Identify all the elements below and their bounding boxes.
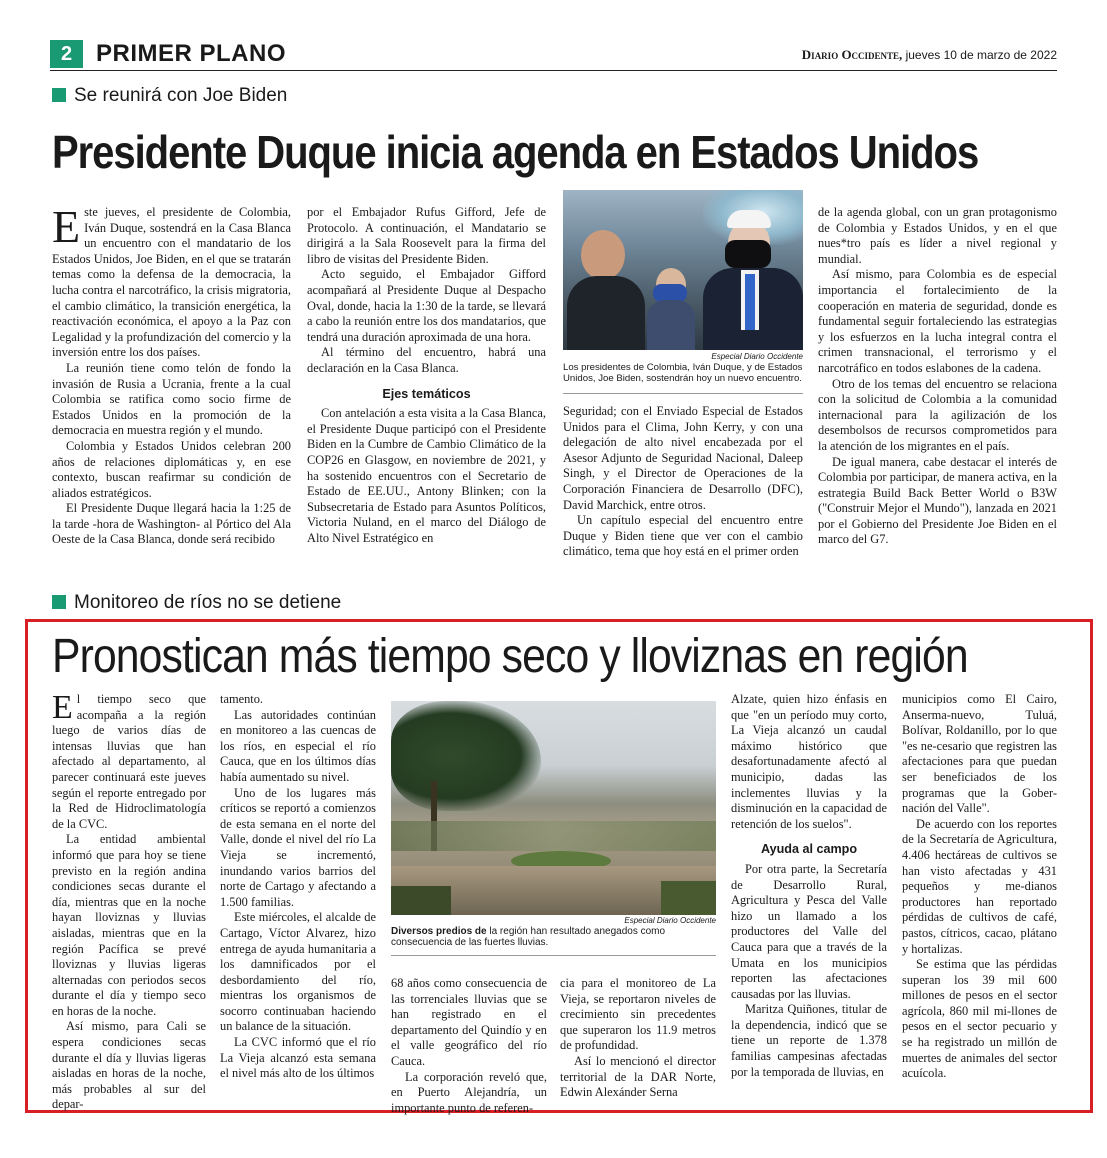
article1-column-4: de la agenda global, con un gran protagonismo de Colombia y Estados Unidos, y en el que nues*tro país es líder a nivel regional y mundial. Así mismo, para Colombia es de especial importancia el fortalecimiento de la cooperación en materia de seguridad, donde es fundamental seguir fortaleciendo las estrategias y los esfuerzos en la lucha integral contra el crimen transnacional, el terrorismo y el narcotráfico en todos eslabones de la cadena. Otro de los temas del encuentro se relaciona con la solicitud de Colombia a la comunidad internacional para la agilización de los desembolsos de recursos comprometidos para la atención de los migrantes en el país. De igual manera, cabe destacar el interés de Colombia por participar, de manera activa, en la estrategia Build Back Better World o B3W ("Construir Mejor el Mundo"), lanzada en 2021 por el Gobierno del Presidente Joe Biden en el marco del G7. (818, 205, 1057, 547)
page-number: 2 (60, 43, 73, 65)
article1-column-3: Seguridad; con el Enviado Especial de Estados Unidos para el Clima, John Kerry, y con una delegación de alto nivel encabezada por el Asesor Adjunto de Seguridad Nacional, Daleep Singh, y el Director de Operaciones de la Corporación Financiera de Desarrollo (DFC), David Marchick, entre otros. Un capítulo especial del encuentro entre Duque y Biden tiene que ver con el cambio climático, tema que hoy está en el primer orden (563, 404, 803, 559)
subhead-ayuda: Ayuda al campo (760, 842, 858, 857)
photo-flooded-field (391, 701, 716, 915)
newspaper-name: Diario Occidente, (801, 47, 903, 62)
dropcap: E (52, 201, 81, 252)
photo2-credit: Especial Diario Occidente (624, 916, 716, 925)
masthead (802, 46, 1057, 64)
article1-column-2: por el Embajador Rufus Gifford, Jefe de Protocolo. A continuación, el Mandatario se dirigirá a la Sala Roosevelt para la firma del libro de visitas del Presidente Biden. Acto seguido, el Embajador Gifford acompañará al Presidente Duque al Despacho Oval, donde, hacia la 1:30 de la tarde, se llevará a cabo la reunión entre los dos mandatarios, que tendrá una duración aproximada de una hora. Al término del encuentro, habrá una declaración en la Casa Blanca. Ejes temáticos Con antelación a esta visita a la Casa Blanca, el Presidente Duque participó con el Presidente Biden en la Cumbre de Cambio Climático de la COP26 en Glasgow, en noviembre de 2021, y ha sostenido encuentros con el Secretario de Estado de EE.UU., Antony Blinken; con la Subsecretaria de Estado para Asuntos Políticos, Victoria Nuland, en el marco del Diálogo de Alto Nivel Estratégico en (307, 205, 546, 545)
kicker-square-icon (52, 88, 66, 102)
photo1-credit: Especial Diario Occidente (711, 352, 803, 361)
kicker-article2 (52, 592, 341, 614)
article2-column-5: municipios como El Cairo, Anserma-nuevo, Tuluá, Bolívar, Roldanillo, por lo que "es ne-cesario que registren las afectaciones para que puedan ser beneficiados de los programas que la Gober-nación del Valle". De acuerdo con los reportes de la Secretaría de Agricultura, 4.406 hectáreas de cultivos se han visto afectadas y 431 pequeños y me-dianos productores han reportado pérdidas de cultivos de café, pastos, cítricos, cacao, plátano y hortalizas. Se estima que las pérdidas superan los 39 mil 600 millones de pesos en el sector agrícola, 860 mil mi-llones de pesos en el sector pecuario y se ha registrado un millón de muertes de animales del sector acuícola. (902, 692, 1057, 1081)
kicker-square-icon (52, 595, 66, 609)
article2-column-3b: cia para el monitoreo de La Vieja, se reportaron niveles de crecimiento sin precedentes que superaron los 11.9 metros de profundidad. Así lo mencionó el director territorial de la DAR Norte, Edwin Alexánder Serna (560, 976, 716, 1100)
article2-column-4: Alzate, quien hizo énfasis en que "en un período muy corto, La Vieja alcanzó un caudal máximo histórico que desafortunadamente afectó al municipio, dadas las inclementes lluvias y la disminución en la capacidad de retención de los suelos". Ayuda al campo Por otra parte, la Secretaría de Desarrollo Rural, Agricultura y Pesca del Valle hizo un llamado a los productores del Valle del Cauca para que a través de la Umata en los municipios reporten las afectaciones causadas por las lluvias. Maritza Quiñones, titular de la dependencia, indicó que se tiene un reporte de 1.378 familias campesinas afectadas por la temporada de lluvias, en (731, 692, 887, 1079)
article2-column-3a: 68 años como consecuencia de las torrenciales lluvias que se han registrado en el departamento del Quindío y en el valle geográfico del río Cauca. La corporación reveló que, en Puerto Alejandría, un importante punto de referen- (391, 976, 547, 1115)
page-number-badge (50, 40, 83, 68)
article2-column-2: tamento. Las autoridades continúan en monitoreo a las cuencas de los ríos, en especial el río Cauca, que en los últimos días había aumentado su nivel. Uno de los lugares más críticos se reportó a comienzos de esta semana en el norte del Valle, donde el nivel del río La Vieja se incrementó, inundando varios barrios del norte de Cartago y afectando a 1.500 familias. Este miércoles, el alcalde de Cartago, Víctor Alvarez, hizo entrega de ayuda humanitaria a los damnificados por el desbordamiento del río, mientras los organismos de socorro continuaban haciendo un balance de la situación. La CVC informó que el río La Vieja alcanzó esta semana el nivel más alto de los últimos (220, 692, 376, 1081)
article1-column-1: Este jueves, el presidente de Colombia, Iván Duque, sostendrá en la Casa Blanca un encuentro con el mandatario de los Estados Unidos, Joe Biden, en el que se tratarán temas como la defensa de la democracia, la lucha contra el narcotráfico, la crisis migratoria, el cambio climático, la transición energética, la reactivación económica, el apoyo a la Paz con Legalidad y la profundización del comercio y la inversión entre los dos países. La reunión tiene como telón de fondo la invasión de Rusia a Ucrania, frente a la cual Colombia se ratifica como socio firme de Estados Unidos en la promoción de la democracia en muestra región y el mundo. Colombia y Estados Unidos celebran 200 años de relaciones diplomáticas y, en ese contexto, buscan reafirmar su condición de aliados estratégicos. El Presidente Duque llegará hacia la 1:25 de la tarde -hora de Washington- al Pórtico del Ala Oeste de la Casa Blanca, donde será recibido (52, 201, 291, 547)
headline-article1: Presidente Duque inicia agenda en Estados Unidos (52, 126, 979, 178)
kicker-text: Monitoreo de ríos no se detiene (74, 592, 342, 613)
header-rule (50, 70, 1057, 71)
photo2-caption: Diversos predios de la región han resultado anegados como consecuencia de las fuertes lluvias. (391, 926, 666, 949)
section-title: PRIMER PLANO (96, 40, 287, 67)
subhead-ejes: Ejes temáticos (382, 386, 471, 401)
photo-duque-biden (563, 190, 803, 350)
kicker-article1 (52, 85, 287, 107)
caption-rule (563, 393, 803, 394)
article2-column-1: El tiempo seco que acompaña a la región luego de varios días de intensas lluvias que han afectado al departamento, al parecer continuará este jueves según el reporte entregado por la Red de Hidroclimatología de la CVC. La entidad ambiental informó que para hoy se tiene previsto en la región andina condiciones secas durante el día, mientras que en la noche hayan lloviznas y lluvias aisladas, mientras que en la región Pacífica se prevé lloviznas y lluvias ligeras alternadas con periodos secos durante el día y tiempo seco en horas de la noche. Así mismo, para Cali se espera condiciones secas durante el día y lluvias ligeras aisladas en horas de la noche, más probables al sur del depar- (52, 689, 206, 1112)
kicker-text: Se reunirá con Joe Biden (74, 85, 288, 106)
caption-rule (391, 955, 716, 956)
dropcap: E (52, 689, 73, 726)
photo1-caption: Los presidentes de Colombia, Iván Duque, y de Estados Unidos, Joe Biden, sostendrán hoy un nuevo encuentro. (563, 362, 803, 385)
issue-date: jueves 10 de marzo de 2022 (905, 48, 1057, 62)
headline-article2: Pronostican más tiempo seco y lloviznas en región (52, 630, 968, 683)
